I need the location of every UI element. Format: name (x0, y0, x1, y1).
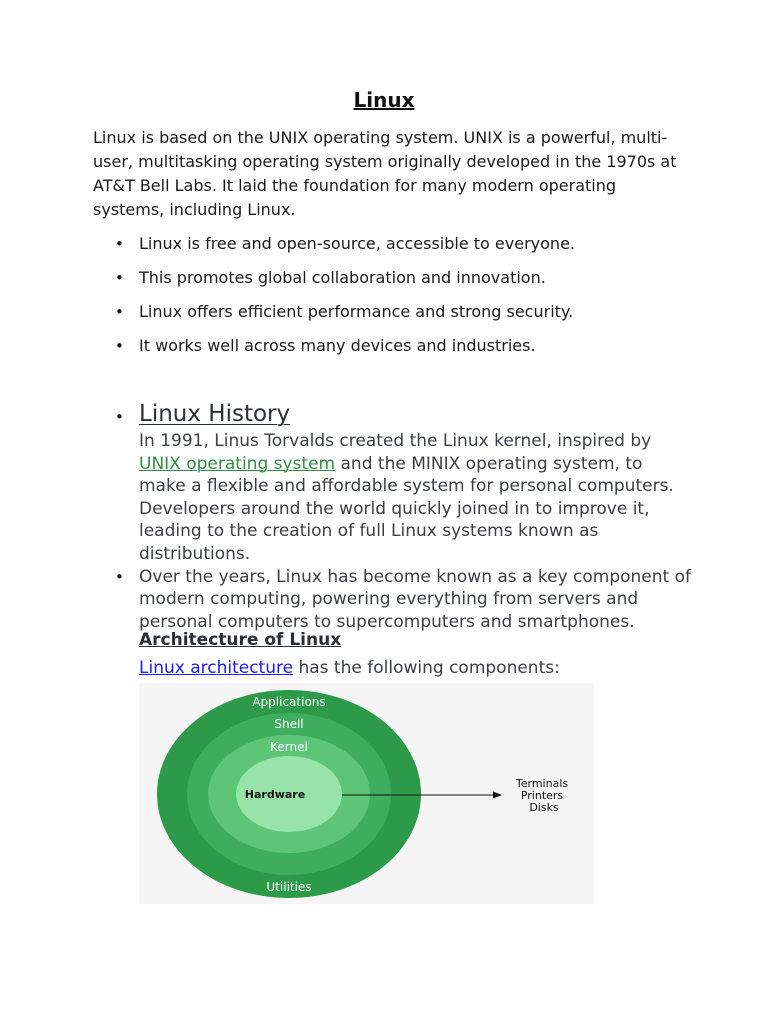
feature-list (93, 232, 683, 368)
architecture-intro-text: has the following components: (293, 658, 560, 678)
unix-link[interactable]: UNIX operating system (139, 453, 336, 474)
history-heading: • Linux History (139, 401, 291, 427)
layer-label-utilities: Utilities (266, 880, 312, 894)
layer-label-applications: Applications (252, 695, 326, 709)
architecture-diagram-svg (139, 683, 594, 904)
history-list (93, 398, 693, 633)
layer-label-hardware: Hardware (244, 788, 306, 801)
list-item: • It works well across many devices and industries. (93, 334, 683, 368)
linux-architecture-link[interactable]: Linux architecture (139, 658, 294, 678)
list-item: • Linux is free and open-source, accessible to everyone. (93, 232, 683, 266)
history-text-start: In 1991, Linus Torvalds created the Linux kernel, inspired by (139, 431, 652, 451)
layer-label-kernel: Kernel (270, 740, 308, 754)
target-label-printers: Printers (520, 789, 564, 802)
target-label-disks: Disks (529, 801, 559, 814)
arrow-head-icon (493, 792, 502, 799)
list-item: • This promotes global collaboration and innovation. (93, 266, 683, 300)
page-title: Linux (353, 88, 415, 112)
history-item (93, 398, 693, 566)
architecture-diagram (139, 683, 594, 904)
target-label-terminals: Terminals (515, 777, 569, 790)
architecture-intro (139, 656, 560, 680)
architecture-heading: Architecture of Linux (139, 630, 342, 650)
intro-paragraph: Linux is based on the UNIX operating system. UNIX is a powerful, multi-user, multitasking operating system originally developed in the 1970s at AT&T Bell Labs. It laid the foundation for many modern operating systems, including Linux. (93, 128, 677, 219)
layer-label-shell: Shell (274, 717, 304, 731)
list-item: • Linux offers efficient performance and strong security. (93, 300, 683, 334)
history-text-end: and the MINIX operating system, to make a flexible and affordable system for personal computers. Developers around the world quickly joined in to improve it, leading to the creation of full Linux systems known as distributions. (139, 453, 674, 564)
history-item: • Over the years, Linux has become known as a key component of modern computing, powering everything from servers and personal computers to supercomputers and smartphones. (93, 566, 693, 634)
